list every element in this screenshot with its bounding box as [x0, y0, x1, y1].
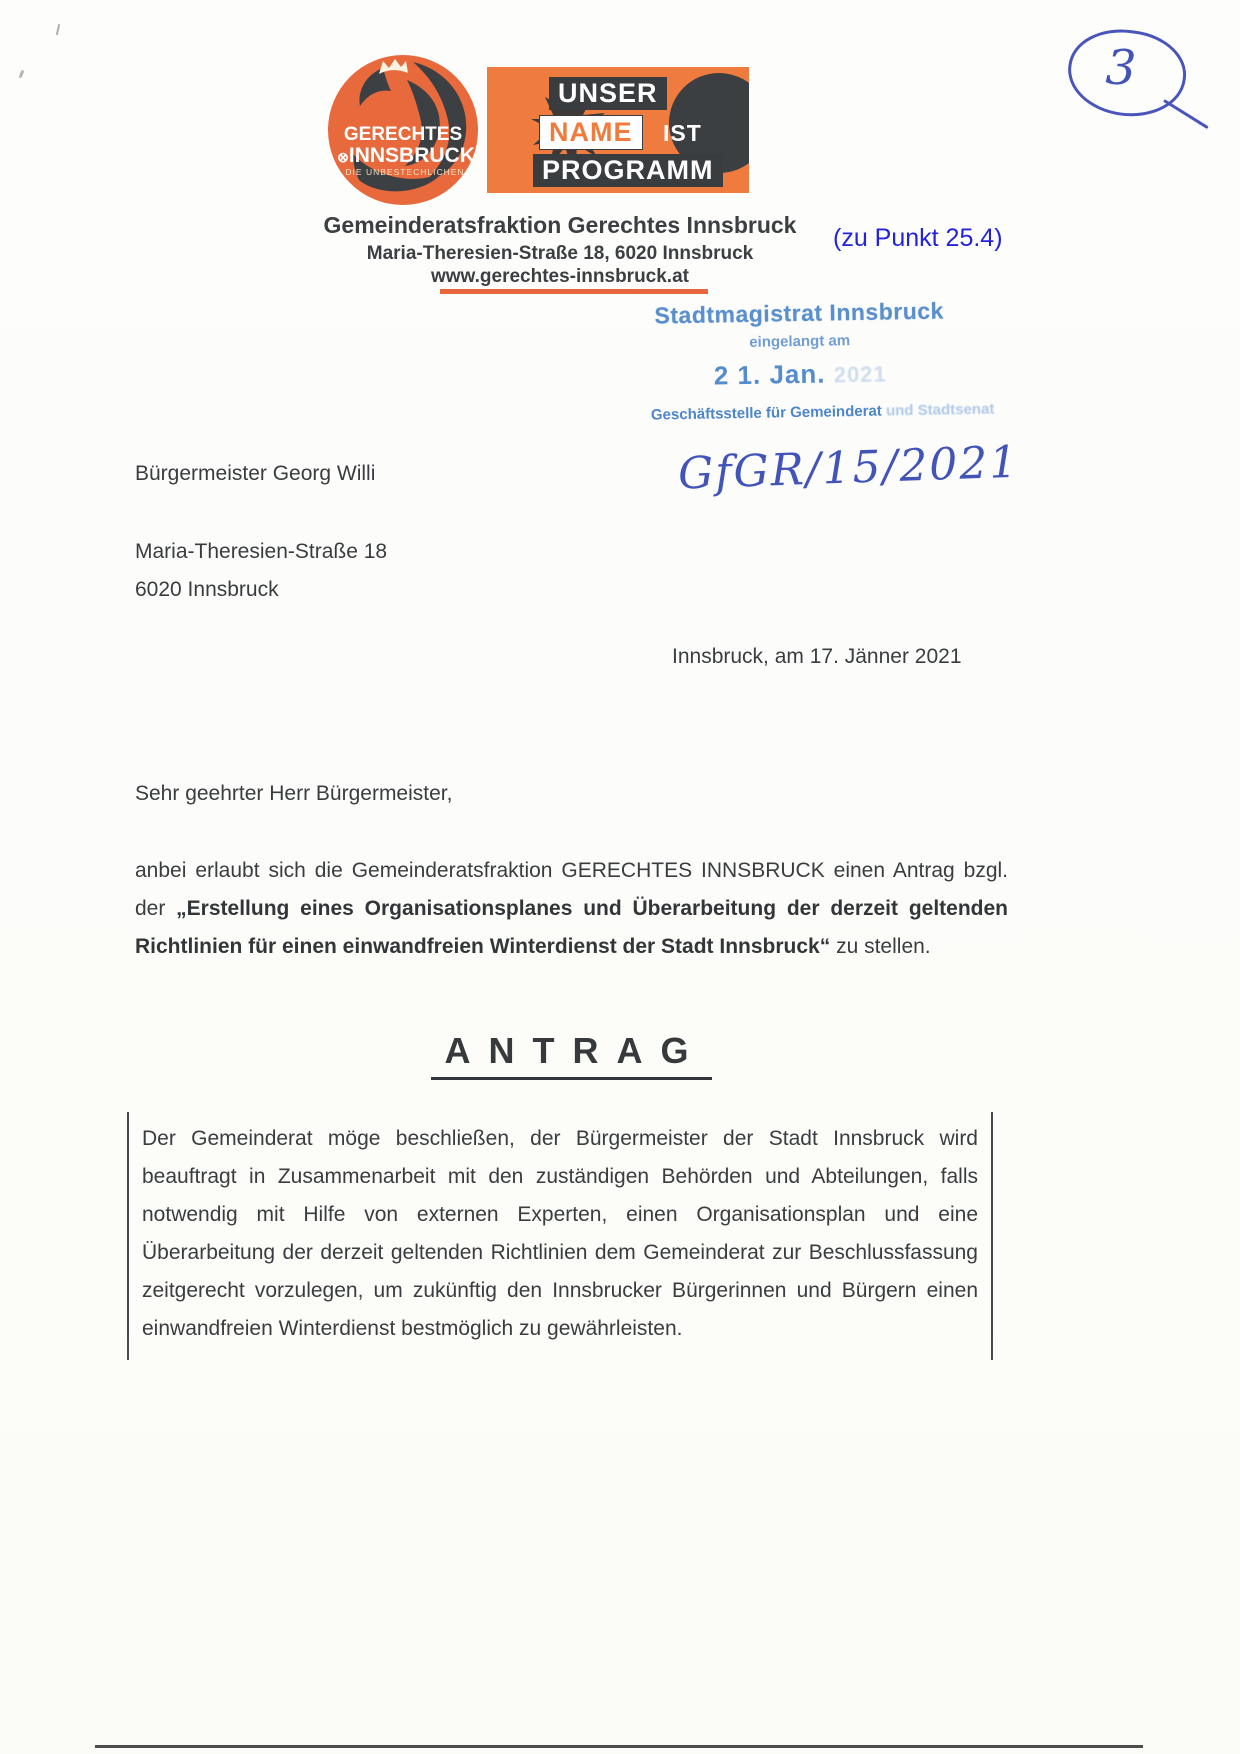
letterhead-address: Maria-Theresien-Straße 18, 6020 Innsbruck: [366, 243, 754, 264]
stamp-authority: Stadtmagistrat Innsbruck: [654, 297, 945, 329]
antrag-heading-wrap: [135, 1030, 1008, 1080]
circle-logo-line1: GERECHTES: [343, 124, 463, 145]
recipient-street: Maria-Theresien-Straße 18: [135, 540, 388, 563]
handwritten-reference: GfGR/15/2021: [677, 436, 1021, 500]
stamp-office-faded: und Stadtsenat: [885, 400, 995, 420]
banner-word-ist: IST: [663, 120, 702, 146]
stamp-office-main: Geschäftsstelle für Gemeinderat: [650, 402, 887, 424]
unser-name-ist-programm-banner: [487, 67, 749, 193]
banner-word-programm: PROGRAMM: [533, 154, 723, 187]
circle-logo-line2-group: [337, 144, 475, 167]
letterhead-org-name: Gemeinderatsfraktion Gerechtes Innsbruck: [323, 212, 797, 238]
stamp-received-label: eingelangt am: [749, 332, 851, 351]
page-number-circle: [1063, 22, 1192, 124]
recipient-city: 6020 Innsbruck: [135, 578, 279, 601]
gerechtes-innsbruck-logo: [327, 54, 479, 206]
stamp-date-day: 2 1. Jan.: [713, 358, 826, 391]
received-stamp: [649, 297, 995, 424]
letterhead-website: www.gerechtes-innsbruck.at: [431, 266, 689, 287]
intro-paragraph: [135, 852, 1008, 966]
stamp-date-year: 2021: [833, 361, 887, 388]
salutation: Sehr geehrter Herr Bürgermeister,: [135, 782, 453, 805]
target-icon: ⊗: [337, 149, 349, 165]
scan-artifact: [19, 70, 25, 79]
pen-stroke: [1163, 99, 1209, 129]
stamp-date: [650, 356, 950, 392]
recipient-name: Bürgermeister Georg Willi: [135, 462, 376, 485]
scan-artifact: [56, 24, 60, 35]
stamp-office: [650, 400, 995, 424]
banner-word-name: NAME: [539, 115, 643, 150]
banner-word-unser: UNSER: [549, 77, 667, 110]
handwritten-page-number: 3: [1104, 39, 1138, 97]
agenda-point-note: (zu Punkt 25.4): [833, 224, 1003, 252]
intro-part3: zu stellen.: [830, 935, 931, 958]
circle-logo-line2: INNSBRUCK: [348, 144, 475, 167]
date-line: Innsbruck, am 17. Jänner 2021: [672, 645, 962, 668]
motion-text: Der Gemeinderat möge beschließen, der Bürgermeister der Stadt Innsbruck wird beauftragt in Zusammenarbeit mit den zuständigen Behörden und Abteilungen, falls notwendig mit Hilfe von externen Experten, einen Organisationsplan und eine Überarbeitung der derzeit geltenden Richtlinien dem Gemeinderat zur Beschlussfassung zeitgerecht vorzulegen, um zukünftig den Innsbrucker Bürgerinnen und Bürgern einen einwandfreien Winterdienst bestmöglich zu gewährleisten.: [127, 1112, 993, 1360]
antrag-heading: ANTRAG: [431, 1030, 713, 1080]
intro-subject-bold: „Erstellung eines Organisationsplanes und Überarbeitung der derzeit geltenden Richtlinien für einen einwandfreien Winterdienst der Stadt Innsbruck“: [135, 897, 1008, 958]
website-underline: [440, 289, 708, 294]
circle-logo-line3: DIE UNBESTECHLICHEN: [345, 167, 465, 177]
bottom-scan-line: [95, 1745, 1143, 1748]
intro-part1: anbei erlaubt sich die Gemeinderatsfraktion GERECHTES INNSBRUCK einen Antrag bzgl. der: [135, 859, 1008, 920]
